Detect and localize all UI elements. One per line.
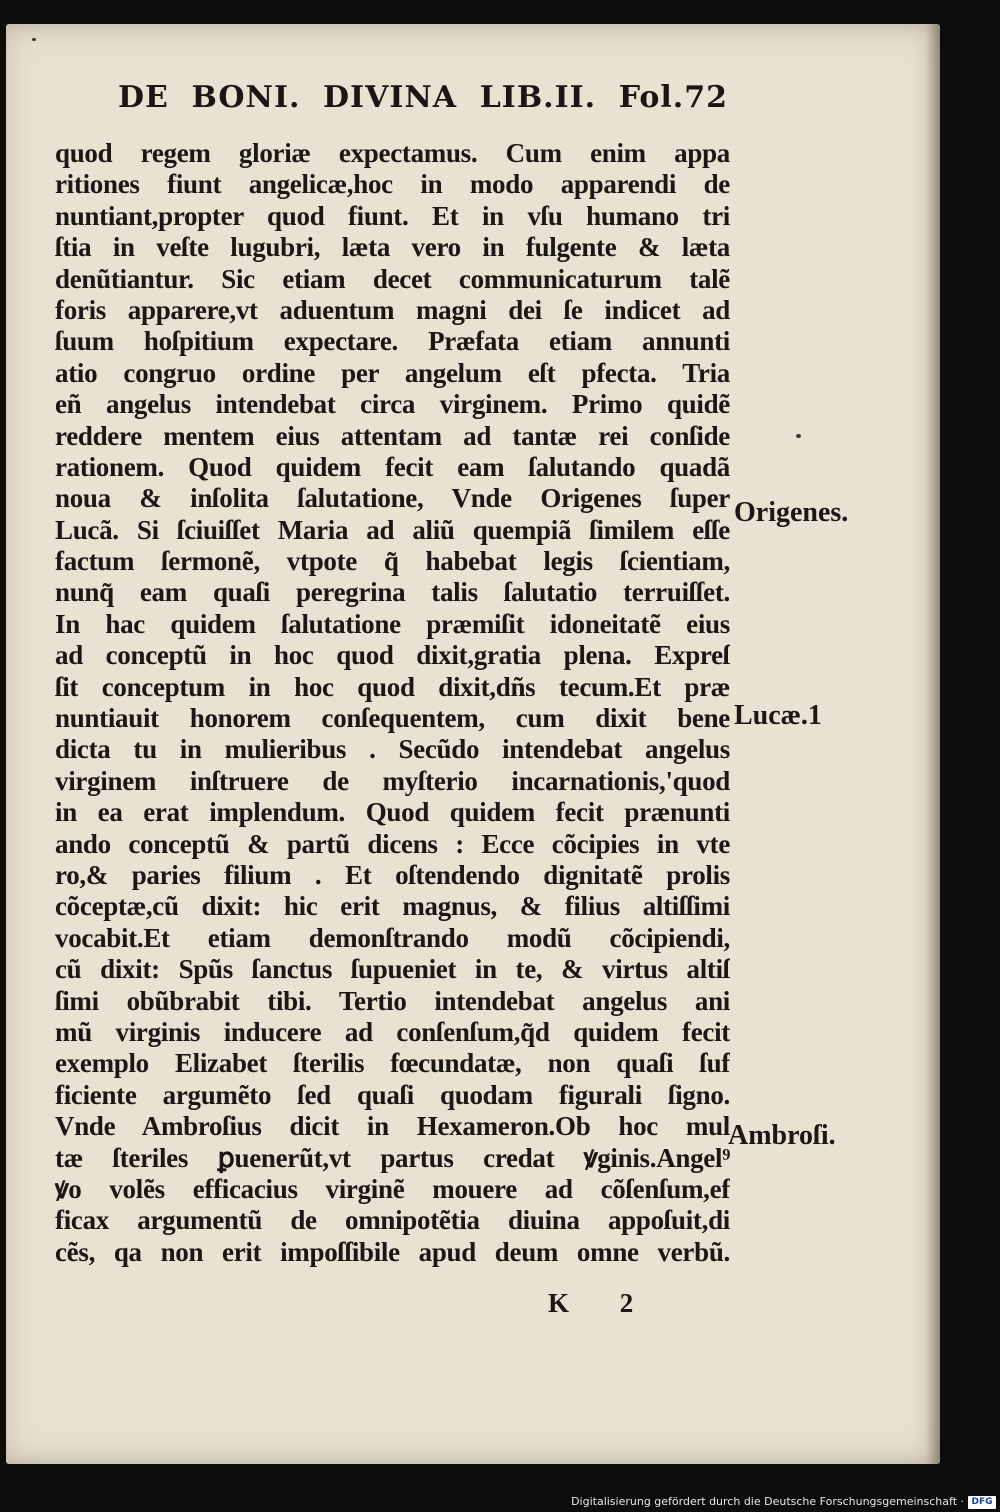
text-line: Vnde Ambroſius dicit in Hexameron.Ob hoc mul <box>55 1111 730 1142</box>
text-line: foris apparere,vt aduentum magni dei ſe indicet ad <box>55 294 730 325</box>
text-line: exemplo Elizabet ſterilis fœcundatæ, non quaſi ſuf <box>55 1048 730 1079</box>
folio-number: Fol.72 <box>618 80 728 115</box>
running-head-word: DE <box>118 80 169 115</box>
text-line: ficiente argumẽto ſed quaſi quodam figurali ſigno. <box>55 1079 730 1110</box>
text-line: ritiones fiunt angelicæ,hoc in modo apparendi de <box>55 169 730 200</box>
text-line: cõceptæ,cũ dixit: hic erit magnus, & filius altiſſimi <box>55 891 730 922</box>
ink-speck <box>32 38 36 41</box>
text-line: ſuum hoſpitium expectare. Præfata etiam annunti <box>55 326 730 357</box>
margin-note-ambrosius: Ambroſi. <box>728 1120 836 1151</box>
text-line: ad conceptũ in hoc quod dixit,gratia plena. Expreſ <box>55 640 730 671</box>
text-line: eñ angelus intendebat circa virginem. Primo quidẽ <box>55 389 730 420</box>
text-line: ſtia in veſte lugubri, læta vero in fulgente & læta <box>55 232 730 263</box>
text-line: rationem. Quod quidem fecit eam ſalutando quadã <box>55 451 730 482</box>
text-line: quod regem gloriæ expectamus. Cum enim appa <box>55 138 730 168</box>
text-line: reddere mentem eius attentam ad tantæ rei conſide <box>55 420 730 451</box>
text-line: virginem inſtruere de myſterio incarnationis,'quod <box>55 765 730 796</box>
text-line: factum ſermonẽ, vtpote q̃ habebat legis ſcientiam, <box>55 546 730 577</box>
text-line: Lucã. Si ſciuiſſet Maria ad aliũ quempiã ſimilem eſſe <box>55 514 730 545</box>
digitization-credit: Digitalisierung gefördert durch die Deutsche Forschungsgemeinschaft · <box>571 1495 964 1508</box>
text-line: ꝟo volẽs efficacius virginẽ mouere ad cõſenſum,ef <box>55 1173 730 1204</box>
signature-mark: K 2 <box>548 1288 656 1318</box>
text-line: ſit conceptum in hoc quod dixit,dñs tecum.Et præ <box>55 671 730 702</box>
text-line: ro,& paries filium . Et oſtendendo dignitatẽ prolis <box>55 859 730 890</box>
text-line: denũtiantur. Sic etiam decet communicaturum talẽ <box>55 263 730 294</box>
text-line: dicta tu in mulieribus . Secũdo intendebat angelus <box>55 734 730 765</box>
margin-note-origenes: Origenes. <box>734 497 849 528</box>
text-line: tæ ſteriles ꝑuenerũt,vt partus credat ꝟginis.Angel⁹ <box>55 1142 730 1173</box>
ink-speck <box>796 434 801 438</box>
text-line: cũ dixit: Spũs ſanctus ſupueniet in te, & virtus altiſ <box>55 954 730 985</box>
running-head <box>118 80 728 115</box>
running-head-word: BONI. <box>191 80 301 115</box>
text-line: In hac quidem ſalutatione præmiſit idoneitatẽ eius <box>55 608 730 639</box>
text-line: nuntiauit honorem conſequentem, cum dixit bene <box>55 703 730 734</box>
text-line: cẽs, qa non erit impoſſibile apud deum omne verbũ. <box>55 1236 730 1267</box>
text-line: mũ virginis inducere ad conſenſum,q̃d quidem fecit <box>55 1016 730 1047</box>
text-line: ficax argumentũ de omnipotẽtia diuina appoſuit,di <box>55 1205 730 1236</box>
text-line: nuntiant,propter quod fiunt. Et in vſu humano tri <box>55 200 730 231</box>
text-line: vocabit.Et etiam demonſtrando modũ cõcipiendi, <box>55 922 730 953</box>
dfg-logo: DFG <box>968 1496 996 1509</box>
running-head-word: DIVINA <box>323 80 458 115</box>
text-line: nunq̃ eam quaſi peregrina talis ſalutatio terruiſſet. <box>55 577 730 608</box>
margin-note-lucae: Lucæ.1 <box>734 700 822 731</box>
running-head-word: LIB.II. <box>479 80 597 115</box>
text-line: ando conceptũ & partũ dicens : Ecce cõcipies in vte <box>55 828 730 859</box>
text-line: noua & inſolita ſalutatione, Vnde Origenes ſuper <box>55 483 730 514</box>
text-line: in ea erat implendum. Quod quidem fecit prænunti <box>55 797 730 828</box>
text-line: ſimi obũbrabit tibi. Tertio intendebat angelus ani <box>55 985 730 1016</box>
text-line: atio congruo ordine per angelum eſt pfecta. Tria <box>55 357 730 388</box>
body-text <box>55 138 730 1268</box>
